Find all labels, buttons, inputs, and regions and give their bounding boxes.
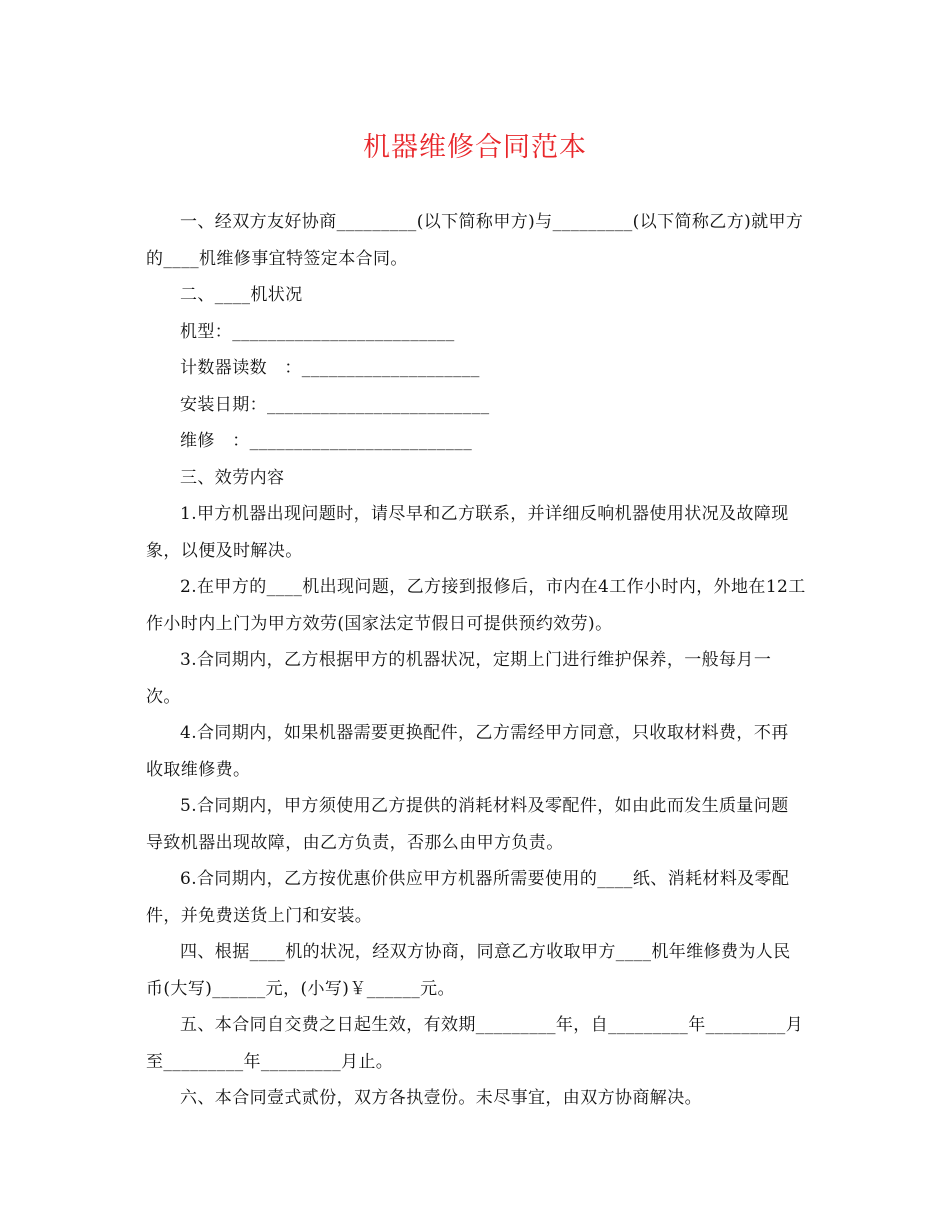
section-copies: 六、本合同壹式贰份，双方各执壹份。未尽事宜，由双方协商解决。 bbox=[180, 1088, 702, 1108]
field-counter-reading: 计数器读数 ：____________________ bbox=[180, 358, 480, 378]
document-title: 机器维修合同范本 bbox=[363, 132, 587, 163]
field-model: 机型：_________________________ bbox=[180, 321, 455, 342]
clause-3: 3.合同期内，乙方根据甲方的机器状况，定期上门进行维护保养，一般每月一次。 bbox=[146, 650, 772, 707]
paragraph-intro: 一、经双方友好协商_________(以下简称甲方)与_________(以下简称乙方)就甲方的____机维修事宜特签定本合同。 bbox=[146, 212, 804, 269]
section-validity: 五、本合同自交费之日起生效，有效期_________年，自_________年_________月至_________年_________月止。 bbox=[146, 1015, 804, 1072]
clause-2: 2.在甲方的____机出现问题，乙方接到报修后，市内在4工作小时内，外地在12工作小时内上门为甲方效劳(国家法定节假日可提供预约效劳)。 bbox=[146, 577, 806, 634]
clause-4: 4.合同期内，如果机器需要更换配件，乙方需经甲方同意，只收取材料费，不再收取维修费。 bbox=[146, 723, 789, 780]
document-body bbox=[146, 204, 806, 1117]
field-maintenance: 维修 ：_________________________ bbox=[180, 431, 473, 451]
clause-1: 1.甲方机器出现问题时，请尽早和乙方联系，并详细反响机器使用状况及故障现象，以便及时解决。 bbox=[146, 504, 789, 561]
clause-5: 5.合同期内，甲方须使用乙方提供的消耗材料及零配件，如由此而发生质量问题导致机器出现故障，由乙方负责，否那么由甲方负责。 bbox=[146, 796, 789, 853]
section-heading-service-content: 三、效劳内容 bbox=[180, 467, 285, 488]
clause-6: 6.合同期内，乙方按优惠价供应甲方机器所需要使用的____纸、消耗材料及零配件，并免费送货上门和安装。 bbox=[146, 869, 790, 926]
section-heading-machine-status: 二、____机状况 bbox=[180, 285, 303, 305]
field-install-date: 安装日期：_________________________ bbox=[180, 394, 490, 415]
section-fee: 四、根据____机的状况，经双方协商，同意乙方收取甲方____机年维修费为人民币(大写)______元，(小写)￥______元。 bbox=[146, 942, 791, 999]
